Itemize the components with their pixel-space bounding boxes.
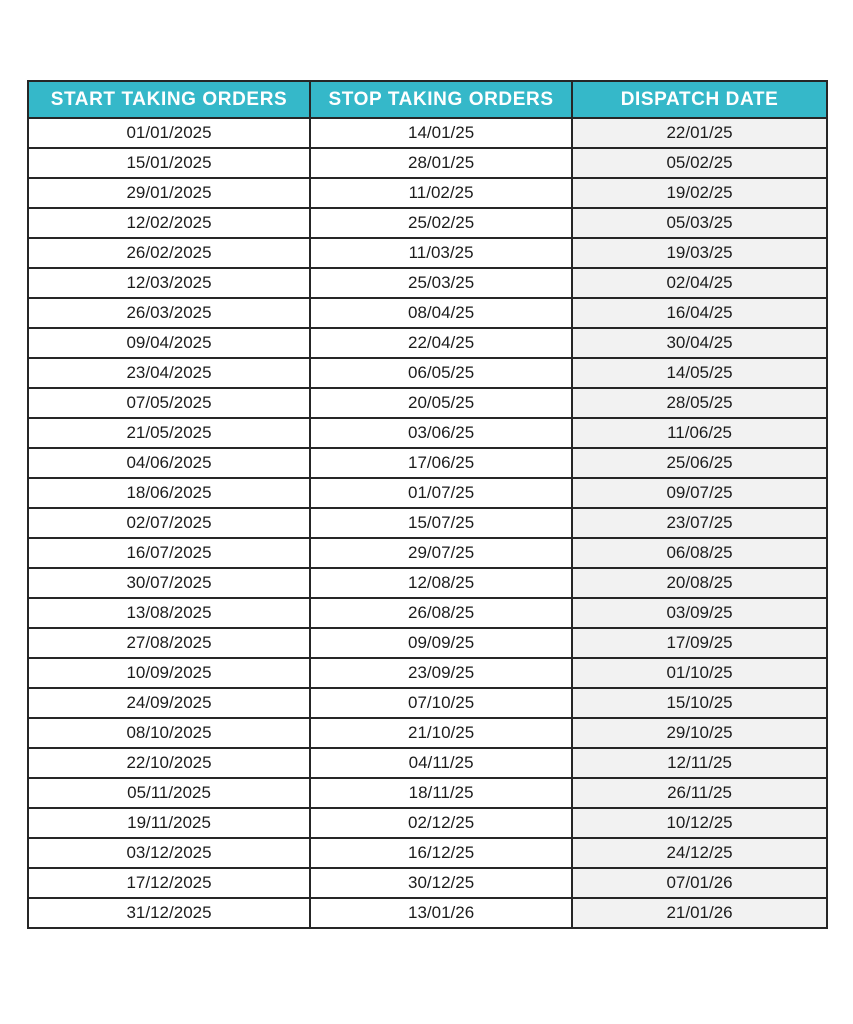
table-row bbox=[28, 688, 827, 718]
table-row bbox=[28, 238, 827, 268]
table-row bbox=[28, 328, 827, 358]
table-row bbox=[28, 898, 827, 928]
stop-date-cell: 03/06/25 bbox=[310, 418, 572, 448]
table-row bbox=[28, 748, 827, 778]
table-row bbox=[28, 658, 827, 688]
stop-date-cell: 26/08/25 bbox=[310, 598, 572, 628]
dispatch-date-cell: 10/12/25 bbox=[572, 808, 827, 838]
dispatch-date-cell: 05/03/25 bbox=[572, 208, 827, 238]
table-row bbox=[28, 208, 827, 238]
stop-date-cell: 04/11/25 bbox=[310, 748, 572, 778]
stop-date-cell: 28/01/25 bbox=[310, 148, 572, 178]
stop-date-cell: 12/08/25 bbox=[310, 568, 572, 598]
stop-date-cell: 11/03/25 bbox=[310, 238, 572, 268]
dispatch-date-cell: 15/10/25 bbox=[572, 688, 827, 718]
start-date-cell: 29/01/2025 bbox=[28, 178, 310, 208]
stop-date-cell: 14/01/25 bbox=[310, 118, 572, 148]
stop-date-cell: 07/10/25 bbox=[310, 688, 572, 718]
order-dispatch-table bbox=[27, 80, 828, 929]
dispatch-date-cell: 05/02/25 bbox=[572, 148, 827, 178]
stop-date-cell: 22/04/25 bbox=[310, 328, 572, 358]
dispatch-date-cell: 11/06/25 bbox=[572, 418, 827, 448]
dispatch-date-cell: 21/01/26 bbox=[572, 898, 827, 928]
start-date-cell: 15/01/2025 bbox=[28, 148, 310, 178]
dispatch-date-cell: 28/05/25 bbox=[572, 388, 827, 418]
start-date-cell: 09/04/2025 bbox=[28, 328, 310, 358]
dispatch-date-cell: 26/11/25 bbox=[572, 778, 827, 808]
stop-date-cell: 02/12/25 bbox=[310, 808, 572, 838]
order-dispatch-schedule bbox=[27, 80, 828, 929]
table-row bbox=[28, 718, 827, 748]
dispatch-date-cell: 24/12/25 bbox=[572, 838, 827, 868]
dispatch-date-cell: 07/01/26 bbox=[572, 868, 827, 898]
start-date-cell: 18/06/2025 bbox=[28, 478, 310, 508]
stop-date-cell: 23/09/25 bbox=[310, 658, 572, 688]
start-date-cell: 10/09/2025 bbox=[28, 658, 310, 688]
stop-date-cell: 08/04/25 bbox=[310, 298, 572, 328]
table-row bbox=[28, 298, 827, 328]
dispatch-date-cell: 29/10/25 bbox=[572, 718, 827, 748]
dispatch-date-cell: 01/10/25 bbox=[572, 658, 827, 688]
stop-date-cell: 15/07/25 bbox=[310, 508, 572, 538]
dispatch-date-cell: 20/08/25 bbox=[572, 568, 827, 598]
dispatch-date-cell: 03/09/25 bbox=[572, 598, 827, 628]
stop-date-cell: 11/02/25 bbox=[310, 178, 572, 208]
dispatch-date-cell: 02/04/25 bbox=[572, 268, 827, 298]
start-date-cell: 21/05/2025 bbox=[28, 418, 310, 448]
start-date-cell: 19/11/2025 bbox=[28, 808, 310, 838]
table-row bbox=[28, 448, 827, 478]
start-date-cell: 23/04/2025 bbox=[28, 358, 310, 388]
dispatch-date-cell: 12/11/25 bbox=[572, 748, 827, 778]
column-header-start-taking-orders: START TAKING ORDERS bbox=[28, 81, 310, 118]
start-date-cell: 03/12/2025 bbox=[28, 838, 310, 868]
start-date-cell: 27/08/2025 bbox=[28, 628, 310, 658]
table-row bbox=[28, 598, 827, 628]
dispatch-date-cell: 19/03/25 bbox=[572, 238, 827, 268]
dispatch-date-cell: 19/02/25 bbox=[572, 178, 827, 208]
start-date-cell: 13/08/2025 bbox=[28, 598, 310, 628]
dispatch-date-cell: 25/06/25 bbox=[572, 448, 827, 478]
table-row bbox=[28, 388, 827, 418]
start-date-cell: 04/06/2025 bbox=[28, 448, 310, 478]
stop-date-cell: 29/07/25 bbox=[310, 538, 572, 568]
table-row bbox=[28, 478, 827, 508]
table-row bbox=[28, 268, 827, 298]
table-row bbox=[28, 568, 827, 598]
stop-date-cell: 30/12/25 bbox=[310, 868, 572, 898]
table-row bbox=[28, 778, 827, 808]
table-row bbox=[28, 178, 827, 208]
dispatch-date-cell: 16/04/25 bbox=[572, 298, 827, 328]
dispatch-date-cell: 17/09/25 bbox=[572, 628, 827, 658]
table-row bbox=[28, 838, 827, 868]
start-date-cell: 12/03/2025 bbox=[28, 268, 310, 298]
stop-date-cell: 18/11/25 bbox=[310, 778, 572, 808]
start-date-cell: 02/07/2025 bbox=[28, 508, 310, 538]
start-date-cell: 07/05/2025 bbox=[28, 388, 310, 418]
start-date-cell: 12/02/2025 bbox=[28, 208, 310, 238]
table-header-row bbox=[28, 81, 827, 118]
table-row bbox=[28, 148, 827, 178]
stop-date-cell: 17/06/25 bbox=[310, 448, 572, 478]
stop-date-cell: 06/05/25 bbox=[310, 358, 572, 388]
start-date-cell: 08/10/2025 bbox=[28, 718, 310, 748]
dispatch-date-cell: 06/08/25 bbox=[572, 538, 827, 568]
stop-date-cell: 25/02/25 bbox=[310, 208, 572, 238]
start-date-cell: 24/09/2025 bbox=[28, 688, 310, 718]
start-date-cell: 17/12/2025 bbox=[28, 868, 310, 898]
stop-date-cell: 25/03/25 bbox=[310, 268, 572, 298]
start-date-cell: 30/07/2025 bbox=[28, 568, 310, 598]
column-header-stop-taking-orders: STOP TAKING ORDERS bbox=[310, 81, 572, 118]
stop-date-cell: 20/05/25 bbox=[310, 388, 572, 418]
table-row bbox=[28, 868, 827, 898]
stop-date-cell: 09/09/25 bbox=[310, 628, 572, 658]
dispatch-date-cell: 09/07/25 bbox=[572, 478, 827, 508]
dispatch-date-cell: 30/04/25 bbox=[572, 328, 827, 358]
start-date-cell: 05/11/2025 bbox=[28, 778, 310, 808]
stop-date-cell: 21/10/25 bbox=[310, 718, 572, 748]
start-date-cell: 22/10/2025 bbox=[28, 748, 310, 778]
table-row bbox=[28, 628, 827, 658]
stop-date-cell: 16/12/25 bbox=[310, 838, 572, 868]
start-date-cell: 31/12/2025 bbox=[28, 898, 310, 928]
table-row bbox=[28, 808, 827, 838]
dispatch-date-cell: 22/01/25 bbox=[572, 118, 827, 148]
start-date-cell: 26/02/2025 bbox=[28, 238, 310, 268]
table-row bbox=[28, 418, 827, 448]
dispatch-date-cell: 14/05/25 bbox=[572, 358, 827, 388]
stop-date-cell: 13/01/26 bbox=[310, 898, 572, 928]
start-date-cell: 01/01/2025 bbox=[28, 118, 310, 148]
stop-date-cell: 01/07/25 bbox=[310, 478, 572, 508]
dispatch-date-cell: 23/07/25 bbox=[572, 508, 827, 538]
start-date-cell: 26/03/2025 bbox=[28, 298, 310, 328]
start-date-cell: 16/07/2025 bbox=[28, 538, 310, 568]
table-row bbox=[28, 538, 827, 568]
table-row bbox=[28, 118, 827, 148]
table-row bbox=[28, 508, 827, 538]
table-body bbox=[28, 118, 827, 928]
column-header-dispatch-date: DISPATCH DATE bbox=[572, 81, 827, 118]
table-row bbox=[28, 358, 827, 388]
